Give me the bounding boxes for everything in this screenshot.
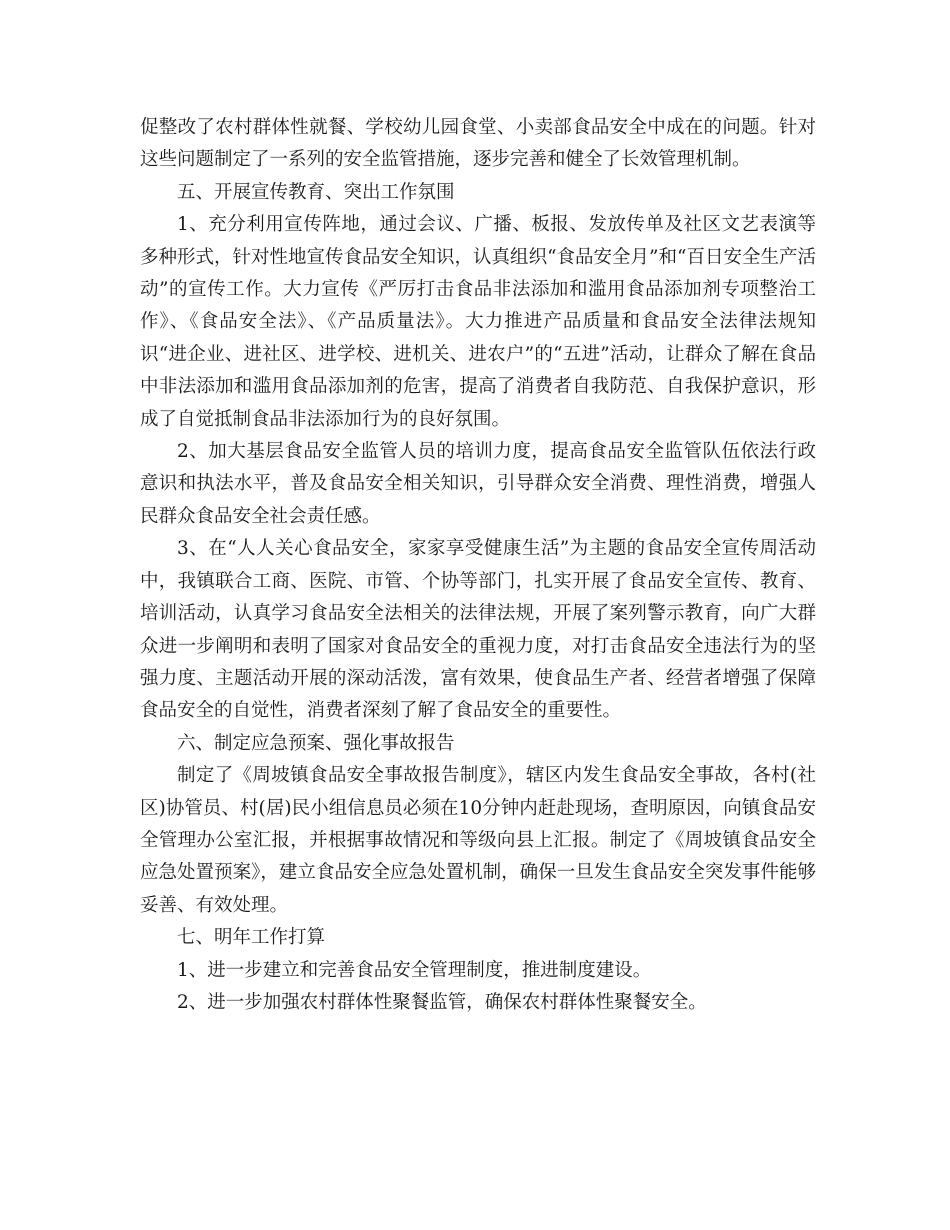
paragraph-continuation: 促整改了农村群体性就餐、学校幼儿园食堂、小卖部食品安全中成在的问题。针对这些问题制定了一系列的安全监管措施，逐步完善和健全了长效管理机制。 [140,117,816,171]
paragraph-plan-2: 2、进一步加强农村群体性聚餐监管，确保农村群体性聚餐安全。 [177,991,707,1013]
section-heading-six: 六、制定应急预案、强化事故报告 [177,732,455,754]
document-page [140,112,816,1019]
paragraph-publicity-3: 3、在“人人关心食品安全，家家享受健康生活”为主题的食品安全宣传周活动中，我镇联合工商、医院、市管、个协等部门，扎实开展了食品安全宣传、教育、培训活动，认真学习食品安全法相关的法律法规，开展了案列警示教育，向广大群众进一步阐明和表明了国家对食品安全的重视力度，对打击食品安全违法行为的坚强力度、主题活动开展的深动活泼，富有效果，使食品生产者、经营者增强了保障食品安全的自觉性，消费者深刻了解了食品安全的重要性。 [140,538,816,722]
section-heading-seven: 七、明年工作打算 [177,927,326,949]
paragraph-emergency-plan: 制定了《周坡镇食品安全事故报告制度》，辖区内发生食品安全事故，各村(社区)协管员、村(居)民小组信息员必须在10分钟内赶赴现场，查明原因，向镇食品安全管理办公室汇报，并根据事故情况和等级向县上汇报。制定了《周坡镇食品安全应急处置预案》，建立食品安全应急处置机制，确保一旦发生食品安全突发事件能够妥善、有效处理。 [140,765,816,916]
paragraph-plan-1: 1、进一步建立和完善食品安全管理制度，推进制度建设。 [177,959,652,981]
paragraph-publicity-1: 1、充分利用宣传阵地，通过会议、广播、板报、发放传单及社区文艺表演等多种形式，针对性地宣传食品安全知识，认真组织“食品安全月”和“百日安全生产活动”的宣传工作。大力宣传《严厉打击食品非法添加和滥用食品添加剂专项整治工作》、《食品安全法》、《产品质量法》。大力推进产品质量和食品安全法律法规知识“进企业、进社区、进学校、进机关、进农户”的“五进”活动，让群众了解在食品中非法添加和滥用食品添加剂的危害，提高了消费者自我防范、自我保护意识，形成了自觉抵制食品非法添加行为的良好氛围。 [140,214,816,430]
paragraph-publicity-2: 2、加大基层食品安全监管人员的培训力度，提高食品安全监管队伍依法行政意识和执法水平，普及食品安全相关知识，引导群众安全消费、理性消费，增强人民群众食品安全社会责任感。 [140,441,816,527]
section-heading-five: 五、开展宣传教育、突出工作氛围 [177,181,455,203]
